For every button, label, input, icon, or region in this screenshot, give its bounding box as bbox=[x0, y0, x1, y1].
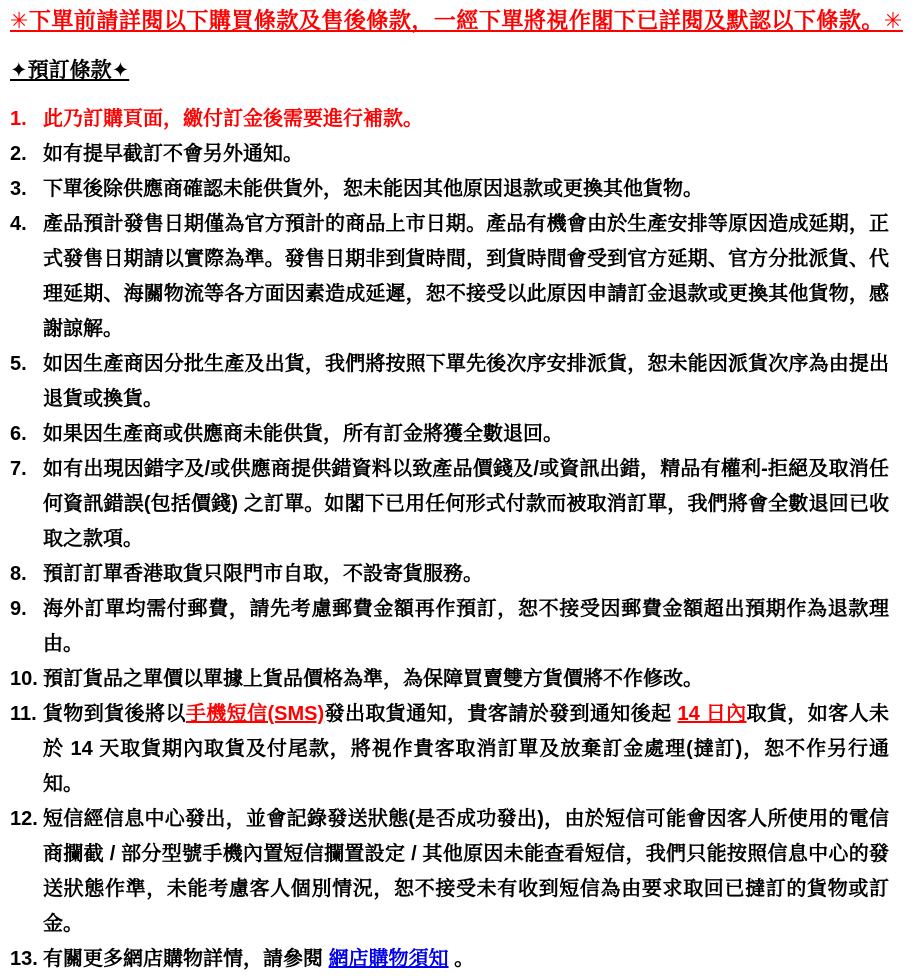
term-item-6 bbox=[10, 417, 889, 452]
term-segment: 下單後除供應商確認未能供貨外，恕未能因其他原因退款或更換其他貨物。 bbox=[43, 178, 703, 200]
term-number: 6. bbox=[10, 423, 27, 445]
pre-order-notice-banner: ✳下單前請詳閱以下購買條款及售後條款，一經下單將視作閣下已詳閱及默認以下條款。✳ bbox=[10, 8, 903, 33]
term-number: 8. bbox=[10, 563, 27, 585]
term-text bbox=[43, 102, 889, 137]
term-text bbox=[43, 417, 889, 452]
pickup-deadline-highlight: 14 日內 bbox=[677, 703, 747, 725]
term-text bbox=[43, 137, 889, 172]
term-number: 7. bbox=[10, 458, 27, 480]
term-segment: 海外訂單均需付郵費，請先考慮郵費金額再作預訂，恕不接受因郵費金額超出預期作為退款理由。 bbox=[43, 598, 889, 655]
term-text bbox=[43, 662, 889, 697]
term-text bbox=[43, 592, 889, 662]
term-number: 3. bbox=[10, 178, 27, 200]
section-heading-preorder-terms: ✦預訂條款✦ bbox=[10, 59, 130, 82]
term-number: 11. bbox=[10, 703, 37, 725]
term-item-5 bbox=[10, 347, 889, 417]
term-text bbox=[43, 802, 889, 942]
term-item-8 bbox=[10, 557, 889, 592]
term-text bbox=[43, 207, 889, 347]
term-number: 9. bbox=[10, 598, 27, 620]
term-item-3 bbox=[10, 172, 889, 207]
term-item-11 bbox=[10, 697, 889, 802]
term-segment: 如果因生產商或供應商未能供貨，所有訂金將獲全數退回。 bbox=[43, 423, 563, 445]
term-segment: 預訂訂單香港取貨只限門市自取，不設寄貨服務。 bbox=[43, 563, 483, 585]
term-item-2 bbox=[10, 137, 889, 172]
term-item-4 bbox=[10, 207, 889, 347]
term-segment: 如有出現因錯字及/或供應商提供錯資料以致產品價錢及/或資訊出錯，精品有權利-拒絕及取消任何資訊錯誤(包括價錢) 之訂單。如閣下已用任何形式付款而被取消訂單，我們將會全數退回已收取之款項。 bbox=[43, 458, 889, 550]
sms-notice-highlight: 手機短信(SMS) bbox=[185, 703, 325, 725]
term-text bbox=[43, 942, 889, 977]
term-number: 13. bbox=[10, 948, 38, 970]
term-text bbox=[43, 172, 889, 207]
term-number: 10. bbox=[10, 668, 38, 690]
term-number: 12. bbox=[10, 808, 38, 830]
term-text bbox=[43, 452, 889, 557]
term-segment: 如因生產商因分批生產及出貨，我們將按照下單先後次序安排派貨，恕未能因派貨次序為由提出退貨或換貨。 bbox=[43, 353, 889, 410]
term-segment: 如有提早截訂不會另外通知。 bbox=[43, 143, 303, 165]
term-text bbox=[43, 697, 889, 802]
terms-list bbox=[10, 102, 889, 977]
term-item-13 bbox=[10, 942, 889, 977]
store-shopping-guide-link[interactable]: 網店購物須知 bbox=[328, 948, 449, 970]
term-segment: 貨物到貨後將以 bbox=[43, 703, 186, 725]
term-item-1 bbox=[10, 102, 889, 137]
term-segment: 取貨，如客人未於 14 天取貨期內取貨及付尾款，將視作貴客取消訂單及放棄訂金處理(撻訂)，恕不作另行通知。 bbox=[43, 703, 890, 795]
term-segment: 短信經信息中心發出，並會記錄發送狀態(是否成功發出)，由於短信可能會因客人所使用的電信商攔截 / 部分型號手機內置短信攔置設定 / 其他原因未能查看短信，我們只能按照信息中心的發送狀態作準，未能考慮客人個別情況，恕不接受未有收到短信為由要求取回已撻訂的貨物或訂金。 bbox=[43, 808, 889, 935]
term-segment: 發出取貨通知，貴客請於發到通知後起 bbox=[324, 703, 678, 725]
term-item-9 bbox=[10, 592, 889, 662]
term-segment: 預訂貨品之單價以單據上貨品價格為準，為保障買賣雙方貨價將不作修改。 bbox=[43, 668, 703, 690]
term-number: 1. bbox=[10, 108, 27, 130]
term-text bbox=[43, 557, 889, 592]
term-item-12 bbox=[10, 802, 889, 942]
term-item-10 bbox=[10, 662, 889, 697]
term-number: 4. bbox=[10, 213, 27, 235]
term-item-7 bbox=[10, 452, 889, 557]
term-segment: 產品預計發售日期僅為官方預計的商品上市日期。產品有機會由於生產安排等原因造成延期，正式發售日期請以實際為準。發售日期非到貨時間，到貨時間會受到官方延期、官方分批派貨、代理延期、海關物流等各方面因素造成延遲，恕不接受以此原因申請訂金退款或更換其他貨物，感謝諒解。 bbox=[43, 213, 889, 340]
term-number: 2. bbox=[10, 143, 27, 165]
term-number: 5. bbox=[10, 353, 27, 375]
term-segment: 有關更多網店購物詳情，請參閱 bbox=[43, 948, 329, 970]
term-text bbox=[43, 347, 889, 417]
term-segment: 此乃訂購頁面，繳付訂金後需要進行補款。 bbox=[43, 108, 423, 130]
term-segment: 。 bbox=[448, 948, 475, 970]
